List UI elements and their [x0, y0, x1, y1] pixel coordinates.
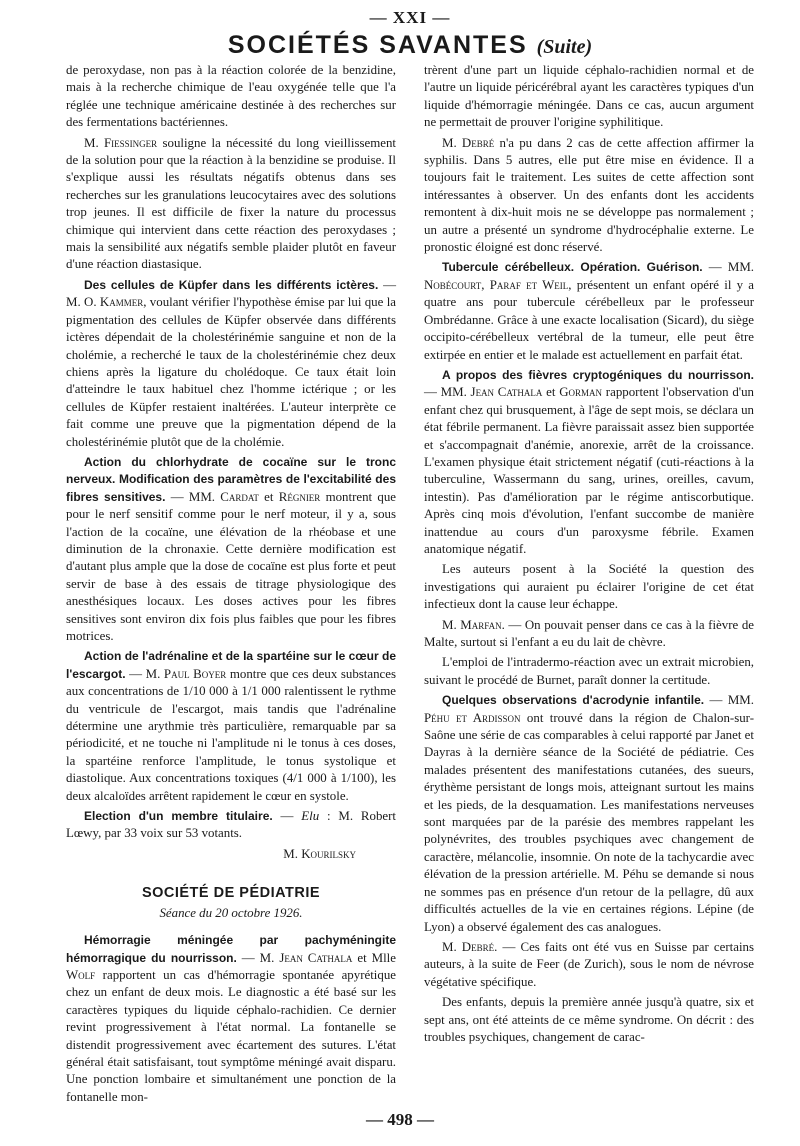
- paragraph: Tubercule cérébelleux. Opération. Guérison. — MM. Nobécourt, Paraf et Weil, présentent un enfant opéré il y a quatre ans pour tubercule cérébelleux par le professeur Ombrédanne. Grâce à une exacte localisation (Sicard), du siège occipito-cérébelleux vertébral de la tumeur, elle peut être extirpée en entier et le malade est actuellement en parfait état.: [424, 260, 755, 362]
- section-title: SOCIÉTÉ DE PÉDIATRIE: [141, 885, 321, 902]
- article-title: Tubercule cérébelleux. Opération. Guérison.: [442, 260, 703, 275]
- author-name: M. Fiessinger: [84, 135, 158, 150]
- article-title: Action de l'adrénaline et de la spartéine sur le cœur de l'escargot.: [66, 649, 396, 681]
- section-date: Séance du 20 octobre 1926.: [159, 905, 303, 920]
- signature: M. Kourilsky: [283, 846, 356, 861]
- paragraph: M. Debré. — Ces faits ont été vus en Suisse par certains auteurs, à la suite de Feer (de Zurich), sous le nom de névrose végétative spécifique.: [424, 939, 755, 989]
- paragraph: A propos des fièvres cryptogéniques du nourrisson. — MM. Jean Cathala et Gorman rapportent l'observation d'un enfant chez qui brusquement, à l'âge de sept mois, se déclara un état fébrile permanent. La fièvre paraissait assez bien supportée et s'accompagnait d'anémie, anorexie, arrêt de la croissance. L'examen physique était strictement négatif (cuti-réactions à la tuberculine, Wassermann du sang, urines, oreilles, cavum, intestin). Pas d'amélioration par le régime antiscorbutique. Après cinq mois d'évolution, l'enfant succombe de manière inattendue au cours d'un paroxysme fébrile. Examen anatomique négatif.: [424, 367, 754, 556]
- author-name: Jean Cathala: [470, 385, 543, 400]
- paragraph: Action de l'adrénaline et de la spartéine sur le cœur de l'escargot. — M. Paul Boyer montre que ces deux substances aux concentrations de 1/10 000 à 1/1 000 ralentissent le rythme du ventricule de l'escargot, mais tandis que l'adrénaline détermine une arythmie très particulière, remarquable par sa périodicité, et ne touche ni l'amplitude ni le tonus à ces doses, la spartéine renforce l'amplitude, le tonus systolique et diastolique. Aux concentrations toxiques (4/1 000 à 1/100), les deux alcaloïdes arrêtent rapidement le cœur en systole.: [66, 649, 396, 803]
- paragraph: Hémorragie méningée par pachyméningite hémorragique du nourrisson. — M. Jean Cathala et Mlle Wolf rapportent un cas d'hémorragie spontanée apyrétique chez un enfant de deux mois. Le diagnostic a été basé sur les caractères typiques du liquide céphalo-rachidien. Ce dernier revint progressivement à l'état normal. La fontanelle se distendit progressivement avec écartement des sutures. L'état général était satisfaisant, tout symptôme méningé avait disparu. Une ponction lombaire et simultanément une ponction de la fontanelle mon-: [66, 933, 396, 1104]
- paragraph: trèrent d'une part un liquide céphalo-rachidien normal et de l'autre un liquide péricérébral ayant les caractères typiques d'un liquide d'hémorragie méningée. Dans ce cas, aucun argument ne permettait de prouver l'origine syphilitique.: [424, 63, 754, 130]
- article-title: Election d'un membre titulaire.: [84, 809, 273, 824]
- left-column: [66, 62, 396, 1109]
- paragraph: M. Fiessinger souligne la nécessité du long vieillissement de la solution pour que la réaction à la benzidine se produise. Il s'explique aussi les résultats négatifs obtenus dans ses recherches sur les granulations leucocytaires avec des solutions trop jeunes. Il est difficile de fixer la nature du processus chimique qui intervient dans cette réaction des peroxydases ; mais la sensibilité aux négatifs semble plaider plutôt en faveur d'une réaction diastasique.: [66, 135, 396, 272]
- author-name: Péhu et Ardisson: [424, 710, 521, 725]
- roman-page-number: — XXI —: [369, 8, 451, 27]
- article-title: Des cellules de Küpfer dans les différents ictères.: [84, 277, 379, 292]
- paragraph: de peroxydase, non pas à la réaction colorée de la benzidine, mais à la recherche chimique de l'eau oxygénée telle que l'a réglée une technique américaine destinée à des recherches sur des fermentations bactériennes.: [66, 63, 396, 130]
- author-name: M. Debré: [442, 939, 495, 954]
- author-name: Wolf: [66, 967, 96, 982]
- right-column: [424, 62, 754, 1109]
- article-title: Action du chlorhydrate de cocaïne sur le tronc nerveux. Modification des paramètres de l'excitabilité des fibres sensitives.: [66, 454, 396, 504]
- author-name: Paul Boyer: [163, 666, 227, 681]
- paragraph: Des cellules de Küpfer dans les différents ictères. — M. O. Kammer, voulant vérifier l'hypothèse émise par lui que la pigmentation des cellules de Küpfer observée dans différents ictères dépendait de la cholestérinémie sanguine et non de la cholémie, a recherché le taux de la cholestérinémie chez deux chiens après la ligature du cholédoque. Ce taux était loin d'atteindre le taux habituel chez l'homme ictérique ; or les cellules de Küpfer restaient inaltérées. L'auteur interprète ce fait comme une preuve que la pigmentation dépend de la cholestérinémie plutôt que de la cholémie.: [66, 277, 396, 449]
- author-name: Cardat: [220, 489, 259, 504]
- page-number: — 498 —: [366, 1110, 434, 1129]
- author-name: M. Debré: [442, 135, 495, 150]
- running-header: [66, 30, 754, 60]
- paragraph: Action du chlorhydrate de cocaïne sur le tronc nerveux. Modification des paramètres de l'excitabilité des fibres sensitives. — MM. Cardat et Régnier montrent que pour le nerf sensitif comme pour le nerf moteur, il y a, sous l'action de la cocaïne, une élévation de la rhéobase et une diminution de la chronaxie. Cette dernière modification est d'autant plus ample que la dose de cocaïne est plus forte et peut servir de base à des essais de titrage physiologique des anesthésiques locaux. Les doses actives pour les fibres sensitives sont environ dix fois plus faibles que pour les fibres motrices.: [66, 454, 396, 643]
- paragraph: Quelques observations d'acrodynie infantile. — MM. Péhu et Ardisson ont trouvé dans la région de Chalon-sur-Saône une série de cas comparables à celui rapporté par Janet et Dayras à la dernière séance de la Société de pédiatrie. Ces malades présentent des manifestations cutanées, des sueurs, érythème persistant de longs mois, atteignant surtout les mains et les pieds, de la desquamation. Les manifestations nerveuses sont marquées par de la parésie des membres rappelant les polynévrites, des troubles psychiques avec changement de caractère, mélancolie, insomnie. On note de la tachycardie avec élévation de la pression artérielle. M. Péhu se demande si nous ne sommes pas en présence d'un retour de la pellagre, dû aux difficultés actuelles de la vie en certaines régions. Lépine (de Lyon) a observé également des cas analogues.: [424, 693, 754, 934]
- author-name: Jean Cathala: [279, 950, 353, 965]
- paragraph: M. Marfan. — On pouvait penser dans ce cas à la fièvre de Malte, surtout si l'enfant a eu du lait de chèvre.: [424, 617, 754, 649]
- header-title: SOCIÉTÉS SAVANTES: [227, 31, 528, 59]
- paragraph: Les auteurs posent à la Société la question des investigations qui auraient pu éclairer l'origine de cet état infectieux dont la cause leur échappe.: [424, 562, 754, 612]
- author-name: Gorman: [559, 385, 603, 400]
- paragraph: M. Debré n'a pu dans 2 cas de cette affection affirmer la syphilis. Dans 5 autres, elle put être mise en évidence. Il a toujours fait le traitement. Les suites de cette affection sont intéressantes à observer. Un des enfants dont les accidents remontent à dix-huit mois ne se développe pas normalement ; un autre a présenté un syndrome d'hydrocéphalie externe. Le pronostic éloigné est donc réservé.: [424, 135, 755, 255]
- author-name: Nobécourt, Paraf et Weil: [424, 277, 569, 292]
- two-column-body: [66, 62, 754, 1109]
- article-title: Quelques observations d'acrodynie infantile.: [442, 693, 705, 708]
- author-name: Kammer: [99, 295, 144, 310]
- header-suite: (Suite): [536, 36, 593, 58]
- author-name: Régnier: [278, 489, 321, 504]
- article-title: A propos des fièvres cryptogéniques du nourrisson.: [442, 367, 754, 382]
- paragraph: L'emploi de l'intradermo-réaction avec un extrait microbien, suivant le procédé de Burnet, paraît donner la certitude.: [424, 655, 754, 687]
- paragraph: Des enfants, depuis la première année jusqu'à quatre, six et sept ans, ont été atteints de ce même syndrome. On décrit : des troubles psychiques, changement de carac-: [424, 995, 754, 1044]
- author-name: M. Marfan: [442, 617, 502, 632]
- paragraph: Election d'un membre titulaire. — Elu : M. Robert Lœwy, par 33 voix sur 53 votants.: [66, 809, 396, 841]
- article-title: Hémorragie méningée par pachyméningite hémorragique du nourrisson.: [66, 933, 396, 965]
